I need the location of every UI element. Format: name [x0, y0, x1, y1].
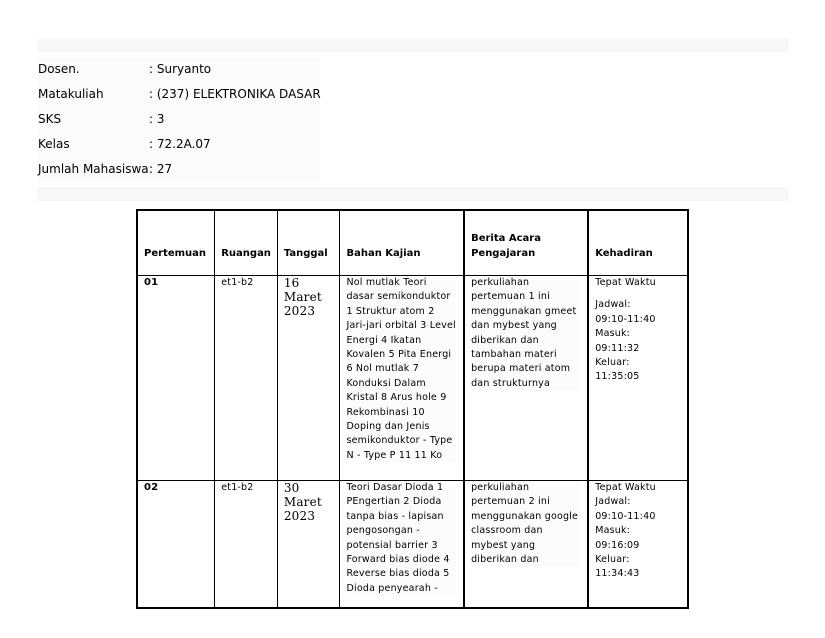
jadwal-label: Jadwal: [595, 496, 631, 508]
info-row-dosen [38, 57, 320, 82]
header-tanggal: Tanggal [277, 210, 340, 276]
cell-tanggal: 30 Maret 2023 [277, 481, 340, 609]
keluar-label: Keluar: [595, 554, 630, 566]
berita-acara-text: perkuliahan pertemuan 1 ini menggunakan gmeet dan mybest yang diberikan dan tambahan materi berupa materi atom dan strukturnya [471, 276, 581, 391]
table-row [137, 276, 688, 481]
info-row-matakuliah [38, 82, 320, 107]
cell-ruangan: et1-b2 [215, 481, 278, 609]
info-label: Jumlah Mahasiswa [38, 162, 149, 176]
schedule-table [136, 209, 689, 609]
info-row-kelas [38, 132, 320, 157]
keluar-value: 11:34:43 [595, 568, 640, 580]
cell-bahan-kajian [340, 276, 464, 481]
info-value: : 3 [149, 112, 165, 126]
masuk-label: Masuk: [595, 328, 631, 340]
bottom-separator-band [37, 187, 789, 201]
table-row [137, 481, 688, 609]
cell-berita-acara [464, 481, 588, 609]
jadwal-label: Jadwal: [595, 299, 631, 311]
info-label: Dosen. [38, 62, 80, 76]
bahan-kajian-text: Teori Dasar Dioda 1 PEngertian 2 Dioda tanpa bias - lapisan pengosongan - potensial barrier 3 Forward bias diode 4 Reverse bias dioda 5 Dioda penyearah - [346, 481, 457, 596]
cell-bahan-kajian [340, 481, 464, 609]
header-berita-acara: Berita Acara Pengajaran [464, 210, 588, 276]
info-value: : 72.2A.07 [149, 137, 211, 151]
header-pertemuan: Pertemuan [137, 210, 215, 276]
cell-ruangan: et1-b2 [215, 276, 278, 481]
info-row-jumlah-mahasiswa [38, 157, 320, 182]
cell-kehadiran [588, 276, 688, 481]
cell-pertemuan: 01 [137, 276, 215, 481]
jadwal-value: 09:10-11:40 [595, 313, 656, 325]
info-label: SKS [38, 112, 62, 126]
header-bahan-kajian: Bahan Kajian [340, 210, 464, 276]
keluar-label: Keluar: [595, 357, 630, 369]
masuk-value: 09:11:32 [595, 342, 640, 354]
bahan-kajian-text: Nol mutlak Teori dasar semikonduktor 1 Struktur atom 2 Jari-jari orbital 3 Level Energi 4 Ikatan Kovalen 5 Pita Energi 6 Nol mutlak 7 Konduksi Dalam Kristal 8 Arus hole 9 Rekombinasi 10 Doping dan Jenis semikonduktor - Type N - Type P 11 11 Ko [346, 276, 457, 463]
berita-acara-text: perkuliahan pertemuan 2 ini menggunakan google classroom dan mybest yang diberikan dan [471, 481, 581, 567]
cell-kehadiran [588, 481, 688, 609]
table-header-row [137, 210, 688, 276]
course-info [38, 57, 320, 182]
cell-pertemuan: 02 [137, 481, 215, 609]
attendance-status: Tepat Waktu [595, 277, 656, 288]
masuk-label: Masuk: [595, 525, 631, 537]
header-ruangan: Ruangan [215, 210, 278, 276]
header-kehadiran: Kehadiran [588, 210, 688, 276]
info-label: Kelas [38, 137, 70, 151]
info-value: : 27 [149, 162, 173, 176]
info-label: Matakuliah [38, 87, 104, 101]
cell-berita-acara [464, 276, 588, 481]
keluar-value: 11:35:05 [595, 371, 640, 383]
info-row-sks [38, 107, 320, 132]
attendance-status: Tepat Waktu [595, 482, 656, 493]
cell-tanggal: 16 Maret 2023 [277, 276, 340, 481]
info-value: : (237) ELEKTRONIKA DASAR [149, 87, 321, 101]
info-value: : Suryanto [149, 62, 212, 76]
jadwal-value: 09:10-11:40 [595, 510, 656, 522]
top-separator-band [37, 38, 789, 52]
masuk-value: 09:16:09 [595, 539, 640, 551]
